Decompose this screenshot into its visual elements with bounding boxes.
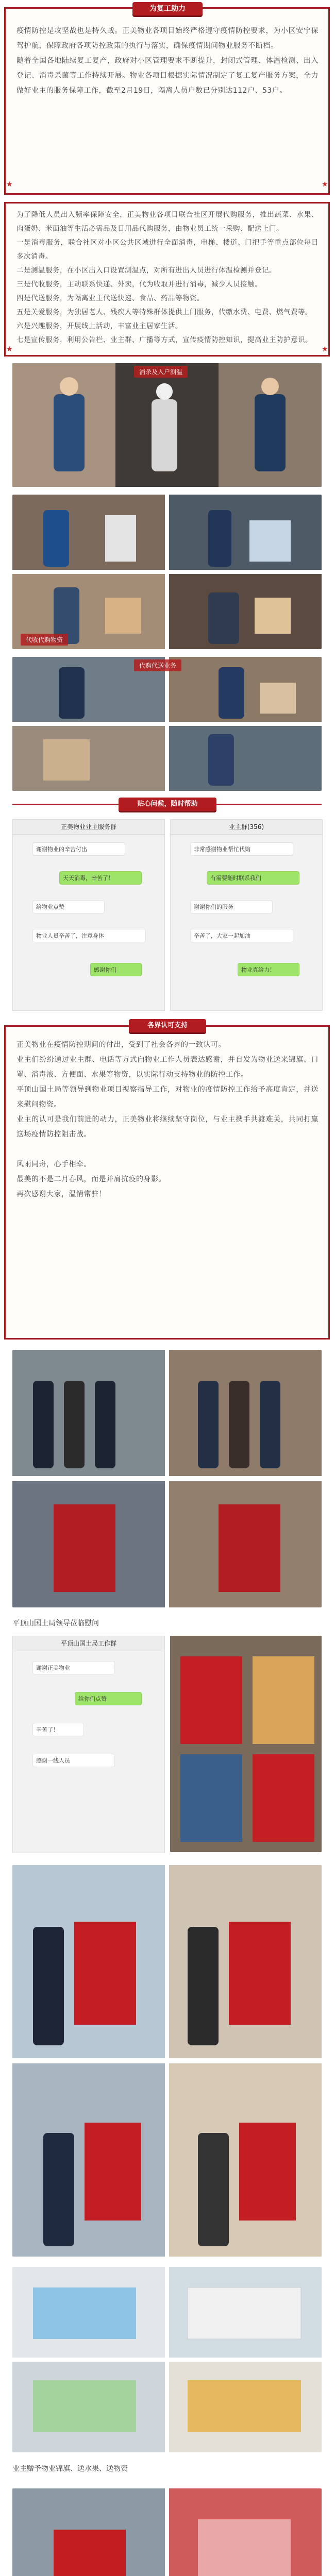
chat-title: 业主群(356) bbox=[171, 820, 322, 835]
paragraph: 随着全国各地陆续复工复产，政府对小区管理要求不断提升，封闭式管理、体温检测、出入登记、消毒杀菌等工作持续开展。物业各项目根据实际情况制定了复工复产服务方案，全力做好业主的服务保障工作，截至2月19日，隔离人员户数已分别达112户、53户。 bbox=[16, 57, 319, 95]
chat-message: 谢谢物业的辛苦付出 bbox=[32, 842, 125, 856]
chat-message: 有需要随时联系我们 bbox=[207, 871, 299, 885]
chat-message: 感谢一线人员 bbox=[32, 1754, 115, 1767]
star-icon: ★ bbox=[6, 180, 13, 189]
section-1-body bbox=[16, 24, 319, 98]
paragraph: 业主的认可是我们前进的动力，正美物业将继续坚守岗位，与业主携手共渡难关，共同打赢这场疫情防控阻击战。 bbox=[16, 1115, 319, 1139]
chat-message: 给物业点赞 bbox=[32, 900, 105, 913]
chat-message: 物业人员辛苦了，注意身体 bbox=[32, 929, 146, 942]
paragraph: 疫情防控是攻坚战也是持久战。正美物业各项目始终严格遵守疫情防控要求，为小区安宁保驾护航，保障政府各项防控政策的执行与落实，确保疫情期间物业服务不断档。 bbox=[16, 27, 319, 50]
chat-screenshot-left bbox=[12, 819, 165, 1011]
paragraph: 三是代收服务，主动联系快递、外卖，代为收取并进行消毒，减少人员接触。 bbox=[16, 280, 262, 289]
chat-message: 物业真给力！ bbox=[238, 963, 299, 976]
photo-gifts-image bbox=[170, 1636, 322, 1852]
paragraph: 为了降低人员出入频率保障安全，正美物业各项目联合社区开展代购服务，推出蔬菜、水果、肉蛋奶、米面油等生活必需品及日用品代购服务，由物业员工统一采购、配送上门。 bbox=[16, 211, 319, 233]
photo-disinfection bbox=[12, 363, 322, 487]
paragraph: 最美的不是二月春风，而是并肩抗疫的身影。 bbox=[16, 1175, 166, 1183]
chat-screenshot-right bbox=[170, 819, 323, 1011]
chat-message: 谢谢你们的服务 bbox=[190, 900, 273, 913]
paragraph: 业主们纷纷通过业主群、电话等方式向物业工作人员表达感谢，并自发为物业送来锦旗、口罩、消毒液、方便面、水果等物资，以实际行动支持物业的防控工作。 bbox=[16, 1056, 319, 1079]
photo-banner-presentation bbox=[12, 1865, 322, 2257]
photo-gifts bbox=[170, 1636, 322, 1852]
photo-grid-1 bbox=[12, 495, 322, 649]
photo-caption: 代收代购物资 bbox=[21, 634, 68, 646]
photo-grid-2 bbox=[12, 657, 322, 791]
paragraph: 正美物业在疫情防控期间的付出，受到了社会各界的一致认可。 bbox=[16, 1041, 226, 1049]
section-tag-3: 贴心问候，随时帮助 bbox=[119, 798, 216, 811]
star-icon: ★ bbox=[322, 180, 328, 189]
photo-grid-2-image bbox=[12, 657, 322, 791]
photo-disinfection-image bbox=[12, 363, 322, 487]
photo-visit-image bbox=[12, 1350, 322, 1607]
chat-message: 给你们点赞 bbox=[75, 1692, 142, 1705]
paragraph: 六是兴趣服务，开展线上活动，丰富业主居家生活。 bbox=[16, 322, 182, 330]
photo-supplies-image bbox=[12, 2267, 322, 2452]
chat-message: 天天消毒，辛苦了！ bbox=[59, 871, 142, 885]
paragraph: 五是关爱服务，为独居老人、残疾人等特殊群体提供上门服务，代缴水费、电费、燃气费等。 bbox=[16, 308, 312, 316]
chat-message: 辛苦了！ bbox=[32, 1723, 84, 1736]
section-4-body bbox=[16, 1038, 319, 1202]
paragraph: 一是消毒服务，联合社区对小区公共区域进行全面消毒，电梯、楼道、门把手等重点部位每日多次消毒。 bbox=[16, 239, 319, 261]
paragraph: 七是宣传服务，利用公告栏、业主群、广播等方式，宣传疫情防控知识，提高业主防护意识。 bbox=[16, 336, 312, 344]
photo-caption: 消杀及入户测温 bbox=[134, 366, 188, 378]
photo-caption: 代购代送业务 bbox=[134, 659, 181, 671]
paragraph: 四是代送服务，为隔离业主代送快递、食品、药品等物资。 bbox=[16, 294, 204, 302]
subtitle: 业主赠予物业锦旗、送水果、送物资 bbox=[12, 2465, 128, 2473]
photo-banner-presentation-image bbox=[12, 1865, 322, 2257]
chat-message: 感谢你们 bbox=[90, 963, 142, 976]
star-icon: ★ bbox=[6, 345, 13, 353]
photo-supplies bbox=[12, 2267, 322, 2452]
paragraph: 再次感谢大家，温情常驻！ bbox=[16, 1190, 106, 1198]
chat-message: 非常感谢物业帮忙代购 bbox=[190, 842, 293, 856]
chat-title: 平顶山国土局工作群 bbox=[13, 1636, 164, 1651]
chat-screenshot-bureau bbox=[12, 1636, 165, 1853]
star-icon: ★ bbox=[322, 345, 328, 353]
photo-flags bbox=[12, 2488, 322, 2576]
photo-flags-image bbox=[12, 2488, 322, 2576]
subtitle: 平顶山国土局领导莅临慰问 bbox=[12, 1619, 99, 1628]
section-tag-1: 为复工助力 bbox=[132, 2, 203, 15]
paragraph: 风雨同舟，心手相牵。 bbox=[16, 1160, 91, 1168]
section-tag-4: 各界认可支持 bbox=[129, 1019, 206, 1032]
paragraph: 平顶山国土局等领导到物业项目视察指导工作，对物业的疫情防控工作给予高度肯定，并送来慰问物资。 bbox=[16, 1086, 319, 1109]
paragraph: 二是测温服务，在小区出入口设置测温点，对所有进出人员进行体温检测并登记。 bbox=[16, 266, 276, 275]
section-2-body bbox=[16, 208, 319, 347]
chat-message: 辛苦了，大家一起加油 bbox=[190, 929, 293, 942]
chat-message: 谢谢正美物业 bbox=[32, 1661, 115, 1674]
photo-grid-1-image bbox=[12, 495, 322, 649]
chat-title: 正美物业业主服务群 bbox=[13, 820, 164, 835]
photo-visit bbox=[12, 1350, 322, 1607]
